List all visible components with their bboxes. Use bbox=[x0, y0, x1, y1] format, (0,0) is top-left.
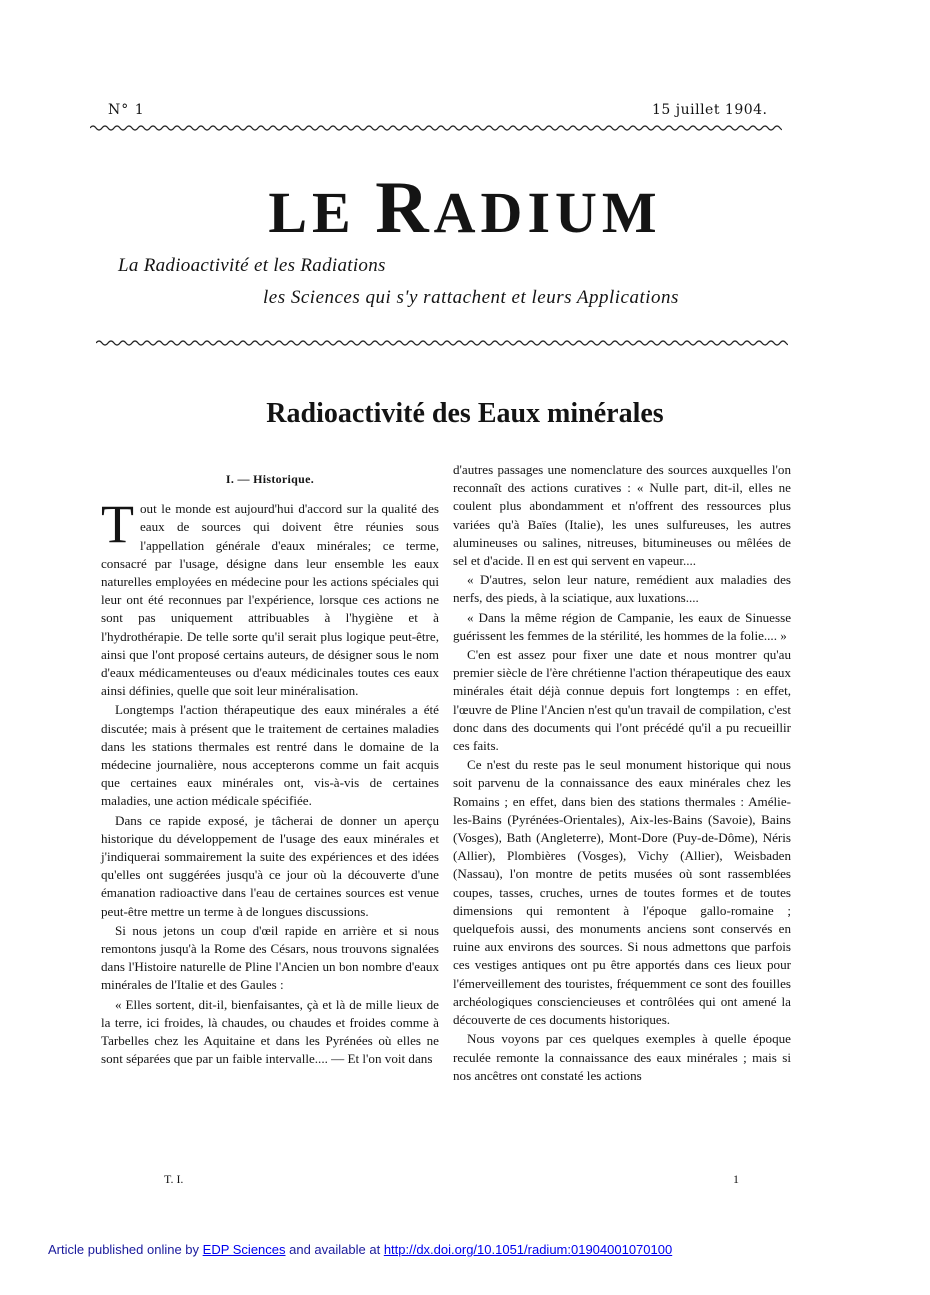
paragraph-left-1-text: out le monde est aujourd'hui d'accord sur la qualité des eaux de sources qui doivent être réunies sous l'appellation générale d'eaux minérales; ce terme, consacré par l'usage, désigne dans leur ensemble les eaux naturelles employées en médecine pour les actions spéciales qui leur ont été reconnues par l'expérience, lorsque ces actions ne sont pas uniquement attribuables à l'hygiène et à l'hydrothérapie. De telle sorte qu'il serait plus logique peut-être, ainsi que l'ont proposé certains auteurs, de désigner sous le nom d'eaux médicamenteuses ou d'eaux médicinales toutes ces eaux ainsi définies, quelle que soit leur minéralisation. bbox=[101, 501, 439, 699]
section-heading: I. — Historique. bbox=[225, 472, 315, 486]
volume-mark: T. I. bbox=[164, 1172, 184, 1186]
paragraph-left-1 bbox=[101, 494, 439, 700]
paragraph-right-6: Nous voyons par ces quelques exemples à quelle époque reculée remonte la connaissance des eaux minérales ; mais si nos ancêtres ont constaté les actions bbox=[453, 1031, 791, 1083]
masthead-title bbox=[0, 166, 930, 251]
wavy-rule-top bbox=[90, 124, 782, 132]
paragraph-right-5: Ce n'est du reste pas le seul monument historique qui nous soit parvenu de la connaissance des eaux minérales chez les Romains ; en effet, dans bien des stations thermales : Amélie-les-Bains (Pyrénées-Orientales), Aix-les-Bains (Savoie), Bains (Vosges), Bath (Angleterre), Mont-Dore (Puy-de-Dôme), Néris (Allier), Plombières (Vosges), Vichy (Allier), Weisbaden (Nassau), l'on montre de petits musées où sont rassemblées coupes, tasses, cruches, urnes de toutes formes et de toutes dimensions qui remontent à l'époque gallo-romaine ; quelquefois aussi, des monuments anciens sont conservés en ruine aux environs des sources. Si nous admettons que parfois ces vestiges antiques ont pu être apportés dans ces lieux pour l'émerveillement des touristes, fréquemment ce sont des fouilles archéologiques consciencieuses et contrôlées qui ont amené la découverte de ces documents historiques. bbox=[453, 757, 791, 1028]
masthead-title-letter-l: L bbox=[268, 180, 313, 245]
doi-link[interactable]: http://dx.doi.org/10.1051/radium:01904001070100 bbox=[383, 1242, 673, 1257]
masthead-subtitle-1: La Radioactivité et les Radiations bbox=[118, 255, 386, 276]
publication-note bbox=[48, 1242, 672, 1257]
paragraph-right-2: « D'autres, selon leur nature, remédient aux maladies des nerfs, des pieds, à la sciatique, aux luxations.... bbox=[453, 572, 791, 606]
paragraph-left-3: Dans ce rapide exposé, je tâcherai de donner un aperçu historique du développement de l'usage des eaux minérales et j'indiquerai sommairement la suite des expériences et des idées qu'elles ont suggérées jusqu'à ce jour où la découverte d'une émanation radioactive dans l'eau de certaines sources est venue peut-être mettre un terme à de longues discussions. bbox=[101, 812, 439, 919]
drop-cap: T bbox=[101, 494, 134, 555]
masthead-title-part-e: E bbox=[312, 180, 376, 245]
wavy-rule-bottom bbox=[96, 339, 788, 347]
issue-number: N° 1 bbox=[108, 102, 145, 118]
paragraph-right-1: d'autres passages une nomenclature des sources auxquelles l'on reconnaît des actions curatives : « Nulle part, dit-il, elles ne coulent plus abondamment et n'offrent des ressources plus variées qu'à Baïes (Italie), les unes sulfureuses, les autres alumineuses ou salines, nitreuses, bitumineuses ou mêlées de sel et d'acide. Il en est qui servent en vapeur.... bbox=[453, 462, 791, 569]
publication-note-prefix: Article published online by bbox=[48, 1242, 203, 1257]
paragraph-left-2: Longtemps l'action thérapeutique des eaux minérales a été discutée; mais à présent que le traitement de certaines maladies dans les stations thermales est rentré dans le domaine de la médecine journalière, nous accepterons comme un fait acquis que certaines eaux minérales ont, vis-à-vis de certaines maladies, une action médicale spécifiée. bbox=[101, 702, 439, 809]
masthead-subtitle-2: les Sciences qui s'y rattachent et leurs Applications bbox=[263, 287, 679, 308]
publication-note-middle: and available at bbox=[285, 1242, 384, 1257]
masthead-title-part-adium: ADIUM bbox=[433, 180, 662, 245]
publisher-link[interactable]: EDP Sciences bbox=[202, 1242, 286, 1257]
left-column bbox=[101, 470, 439, 1069]
masthead-title-letter-r: R bbox=[375, 167, 434, 249]
right-column bbox=[453, 461, 791, 1085]
paragraph-left-4: Si nous jetons un coup d'œil rapide en arrière et si nous remontons jusqu'à la Rome des Césars, nous trouvons signalées dans l'Histoire naturelle de Pline l'Ancien un bon nombre d'eaux minérales de l'Italie et des Gaules : bbox=[101, 922, 439, 993]
article-title: Radioactivité des Eaux minérales bbox=[266, 398, 664, 429]
paragraph-right-3: « Dans la même région de Campanie, les eaux de Sinuesse guérissent les femmes de la stérilité, les hommes de la folie.... » bbox=[453, 609, 791, 643]
paragraph-left-5: « Elles sortent, dit-il, bienfaisantes, çà et là de mille lieux de la terre, ici froides, là chaudes, ou chaudes et froides comme à Tarbelles chez les Aquitaine et dans les Pyrénées où elles ne sont séparées que par un faible intervalle.... — Et l'on voit dans bbox=[101, 996, 439, 1067]
signature-mark: 1 bbox=[733, 1172, 739, 1186]
paragraph-right-4: C'en est assez pour fixer une date et nous montrer qu'au premier siècle de l'ère chrétienne l'action thérapeutique des eaux minérales était déjà connue depuis fort longtemps : en effet, l'œuvre de Pline l'Ancien n'est qu'un travail de compilation, c'est donc dans des documents qui l'ont précédé qu'il a pu recueillir ces faits. bbox=[453, 647, 791, 754]
issue-date: 15 juillet 1904. bbox=[652, 102, 768, 118]
